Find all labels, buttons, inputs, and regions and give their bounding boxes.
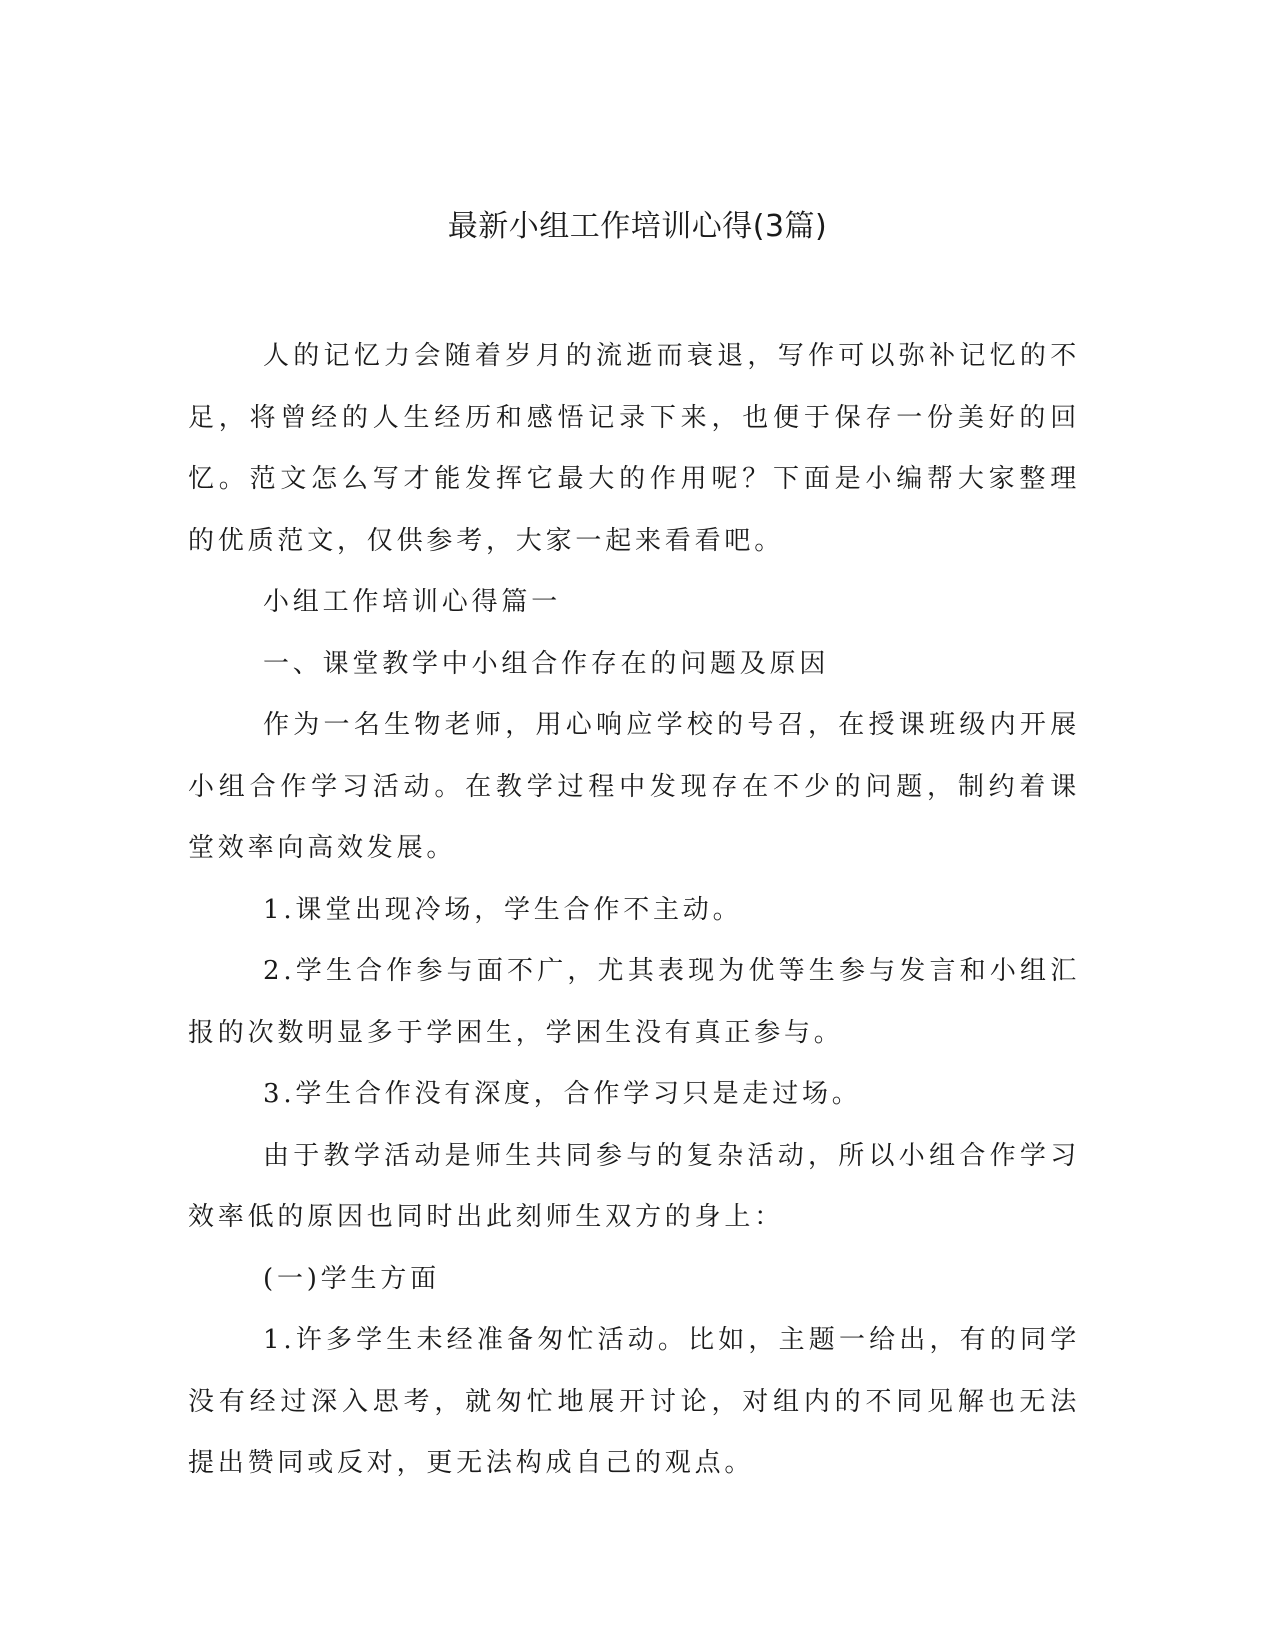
- section-heading: 小组工作培训心得篇一: [263, 587, 562, 617]
- document-body: [188, 326, 1080, 1495]
- body-paragraph: 作为一名生物老师，用心响应学校的号召，在授课班级内开展小组合作学习活动。在教学过程中发现存在不少的问题，制约着课堂效率向高效发展。: [188, 710, 1080, 863]
- list-item: 1.课堂出现冷场，学生合作不主动。: [263, 894, 743, 925]
- list-item: 1.许多学生未经准备匆忙活动。比如，主题一给出，有的同学没有经过深入思考，就匆忙地展开讨论，对组内的不同见解也无法提出赞同或反对，更无法构成自己的观点。: [188, 1325, 1080, 1478]
- intro-paragraph: 人的记忆力会随着岁月的流逝而衰退，写作可以弥补记忆的不足，将曾经的人生经历和感悟记录下来，也便于保存一份美好的回忆。范文怎么写才能发挥它最大的作用呢？下面是小编帮大家整理的优质范文，仅供参考，大家一起来看看吧。: [188, 341, 1080, 556]
- subsection-heading: (一)学生方面: [263, 1263, 440, 1294]
- list-item: 3.学生合作没有深度，合作学习只是走过场。: [263, 1079, 862, 1109]
- body-paragraph: 由于教学活动是师生共同参与的复杂活动，所以小组合作学习效率低的原因也同时出此刻师生双方的身上：: [188, 1140, 1080, 1232]
- subsection-heading: 一、课堂教学中小组合作存在的问题及原因: [263, 648, 830, 679]
- list-item: 2.学生合作参与面不广，尤其表现为优等生参与发言和小组汇报的次数明显多于学困生，学困生没有真正参与。: [188, 956, 1080, 1048]
- document-title: 最新小组工作培训心得(3篇): [447, 209, 828, 244]
